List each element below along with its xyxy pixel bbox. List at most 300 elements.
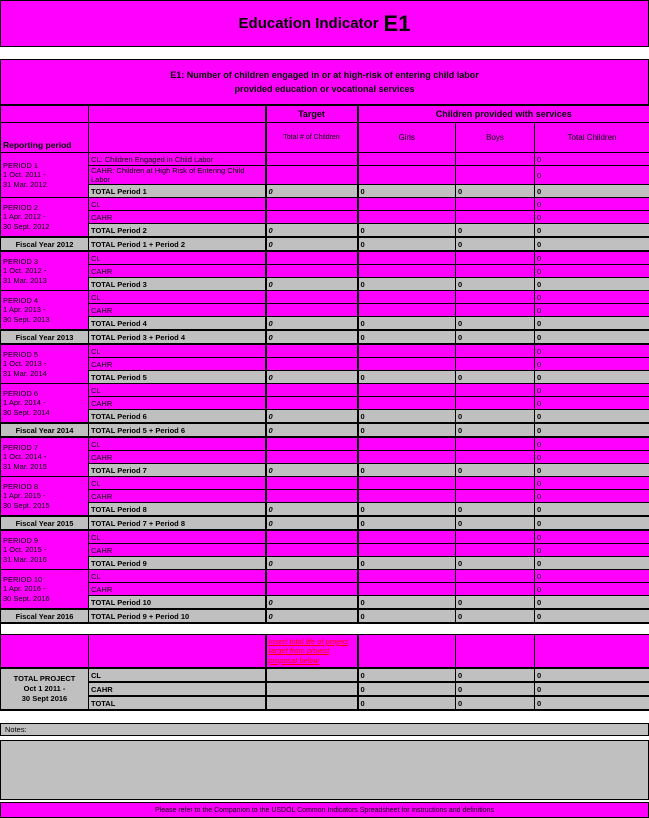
period-cl-row (1, 530, 649, 544)
period-date-from: 1 Oct. 2012 - (3, 266, 86, 275)
cl-value-cell[interactable]: 0 (535, 477, 649, 490)
fiscal-year-row (1, 516, 649, 530)
cl-row-label: CL (89, 251, 266, 265)
period-date-to: 31 Mar. 2014 (3, 369, 86, 378)
period-total-value-cell[interactable]: 0 (266, 371, 358, 384)
period-cahr-row (1, 304, 649, 317)
girls-column-header: Girls (358, 123, 456, 153)
period-total-value-cell[interactable]: 0 (535, 596, 649, 610)
cahr-row-label: CAHR (89, 265, 266, 278)
cahr-value-cell[interactable] (266, 304, 358, 317)
fiscal-year-row (1, 609, 649, 623)
cl-value-cell[interactable]: 0 (535, 344, 649, 358)
reporting-period-header: Reporting period (1, 123, 89, 153)
fiscal-value-cell[interactable]: 0 (535, 609, 649, 623)
cahr-value-cell[interactable]: 0 (535, 304, 649, 317)
cahr-value-cell[interactable] (456, 544, 535, 557)
cl-value-cell[interactable] (266, 477, 358, 490)
cl-value-cell[interactable] (456, 344, 535, 358)
total-project-value-cell[interactable]: 0 (535, 696, 649, 710)
cl-value-cell[interactable] (456, 530, 535, 544)
period-total-label: TOTAL Period 6 (89, 410, 266, 424)
cahr-value-cell[interactable]: 0 (535, 397, 649, 410)
cahr-value-cell[interactable] (358, 166, 456, 185)
period-label-cell (1, 437, 89, 477)
fiscal-year-row (1, 330, 649, 344)
page-title: Education Indicator (239, 15, 379, 32)
notes-area[interactable] (0, 740, 649, 800)
total-project-row-label: CL (89, 668, 266, 682)
cahr-value-cell[interactable]: 0 (535, 451, 649, 464)
total-project-value-cell[interactable]: 0 (358, 696, 456, 710)
total-project-row-label: TOTAL (89, 696, 266, 710)
total-project-row (1, 682, 649, 696)
cl-value-cell[interactable] (266, 153, 358, 166)
column-header-row (1, 123, 649, 153)
period-total-value-cell[interactable]: 0 (535, 503, 649, 517)
period-total-value-cell[interactable]: 0 (535, 557, 649, 570)
fiscal-value-cell[interactable]: 0 (266, 423, 358, 437)
target-group-header: Target (266, 106, 358, 123)
period-total-value-cell[interactable]: 0 (535, 371, 649, 384)
total-children-column-header: Total Children (535, 123, 649, 153)
blank-cell (89, 635, 266, 669)
notes-label-row (0, 723, 649, 736)
period-total-value-cell[interactable]: 0 (266, 464, 358, 477)
indicator-table (0, 105, 649, 711)
cahr-row-label: CAHR (89, 304, 266, 317)
period-date-from: 1 Apr. 2015 - (3, 491, 86, 500)
cahr-value-cell[interactable]: 0 (535, 166, 649, 185)
cl-value-cell[interactable] (266, 291, 358, 304)
fiscal-value-cell[interactable]: 0 (266, 237, 358, 251)
period-total-value-cell[interactable]: 0 (358, 503, 456, 517)
period-cl-row (1, 291, 649, 304)
cl-row-label: CL: Children Engaged in Child Labor (89, 153, 266, 166)
fiscal-value-cell[interactable]: 0 (266, 330, 358, 344)
period-cl-row (1, 477, 649, 490)
period-total-value-cell[interactable]: 0 (535, 224, 649, 238)
total-project-row (1, 696, 649, 710)
cl-value-cell[interactable] (266, 251, 358, 265)
period-total-row (1, 185, 649, 198)
cahr-row-label: CAHR (89, 397, 266, 410)
blank-cell (89, 106, 266, 123)
boys-column-header: Boys (456, 123, 535, 153)
period-total-value-cell[interactable]: 0 (456, 317, 535, 331)
total-project-value-cell[interactable] (266, 668, 358, 682)
total-project-value-cell[interactable]: 0 (358, 668, 456, 682)
spacer (0, 47, 649, 59)
period-cl-row (1, 437, 649, 451)
cahr-value-cell[interactable] (456, 490, 535, 503)
period-label-cell (1, 198, 89, 238)
cahr-row-label: CAHR: Children at High Risk of Entering Child Labor (89, 166, 266, 185)
fiscal-year-row (1, 237, 649, 251)
fiscal-year-label: Fiscal Year 2012 (1, 237, 89, 251)
total-project-label-cell (1, 668, 89, 710)
cl-value-cell[interactable]: 0 (535, 437, 649, 451)
total-project-value-cell[interactable]: 0 (535, 668, 649, 682)
cl-value-cell[interactable] (358, 198, 456, 211)
total-project-row-label: CAHR (89, 682, 266, 696)
total-project-value-cell[interactable]: 0 (456, 696, 535, 710)
cahr-value-cell[interactable]: 0 (535, 358, 649, 371)
period-label-cell (1, 153, 89, 198)
cl-value-cell[interactable] (358, 344, 456, 358)
period-total-value-cell[interactable]: 0 (266, 557, 358, 570)
cl-value-cell[interactable] (456, 251, 535, 265)
cahr-value-cell[interactable]: 0 (535, 490, 649, 503)
cl-row-label: CL (89, 344, 266, 358)
cl-value-cell[interactable]: 0 (535, 570, 649, 583)
fiscal-value-cell[interactable]: 0 (358, 516, 456, 530)
period-label-cell (1, 291, 89, 331)
cl-row-label: CL (89, 291, 266, 304)
cahr-row-label: CAHR (89, 451, 266, 464)
spacer-cell (1, 623, 649, 635)
cahr-row-label: CAHR (89, 583, 266, 596)
period-total-row (1, 278, 649, 291)
period-cahr-row (1, 397, 649, 410)
fiscal-value-cell[interactable]: 0 (456, 516, 535, 530)
cl-value-cell[interactable] (358, 153, 456, 166)
cahr-value-cell[interactable] (456, 265, 535, 278)
period-total-value-cell[interactable]: 0 (456, 224, 535, 238)
period-total-value-cell[interactable]: 0 (456, 410, 535, 424)
period-total-row (1, 371, 649, 384)
services-group-header: Children provided with services (358, 106, 649, 123)
period-total-row (1, 464, 649, 477)
cahr-value-cell[interactable] (456, 451, 535, 464)
fiscal-value-cell[interactable]: 0 (535, 330, 649, 344)
cl-value-cell[interactable] (266, 344, 358, 358)
fiscal-value-cell[interactable]: 0 (535, 423, 649, 437)
cahr-value-cell[interactable] (266, 166, 358, 185)
period-date-to: 31 Mar. 2013 (3, 276, 86, 285)
fiscal-value-cell[interactable]: 0 (358, 609, 456, 623)
cahr-value-cell[interactable]: 0 (535, 265, 649, 278)
period-total-value-cell[interactable]: 0 (358, 596, 456, 610)
fiscal-year-label: Fiscal Year 2014 (1, 423, 89, 437)
period-date-from: 1 Apr. 2013 - (3, 305, 86, 314)
fiscal-year-label: Fiscal Year 2016 (1, 609, 89, 623)
cahr-row-label: CAHR (89, 544, 266, 557)
fiscal-value-cell[interactable]: 0 (535, 516, 649, 530)
group-header-row (1, 106, 649, 123)
period-total-value-cell[interactable]: 0 (266, 224, 358, 238)
period-total-value-cell[interactable]: 0 (456, 371, 535, 384)
period-name: PERIOD 6 (3, 389, 86, 398)
blank-cell (535, 635, 649, 669)
period-cahr-row (1, 358, 649, 371)
period-label-cell (1, 251, 89, 291)
cl-value-cell[interactable] (358, 530, 456, 544)
period-name: PERIOD 5 (3, 350, 86, 359)
period-total-row (1, 224, 649, 238)
period-total-row (1, 410, 649, 424)
fiscal-total-label: TOTAL Period 7 + Period 8 (89, 516, 266, 530)
notes-label: Notes: (5, 725, 27, 734)
period-date-from: 1 Apr. 2012 - (3, 212, 86, 221)
cahr-value-cell[interactable] (456, 166, 535, 185)
period-cl-row (1, 153, 649, 166)
period-total-value-cell[interactable]: 0 (266, 185, 358, 198)
fiscal-value-cell[interactable]: 0 (535, 237, 649, 251)
period-date-to: 31 Mar. 2012 (3, 180, 86, 189)
cl-value-cell[interactable] (266, 570, 358, 583)
target-column-header: Total # of Children (266, 123, 358, 153)
period-cahr-row (1, 211, 649, 224)
cl-value-cell[interactable] (456, 291, 535, 304)
period-cahr-row (1, 451, 649, 464)
cl-value-cell[interactable] (456, 477, 535, 490)
cahr-row-label: CAHR (89, 211, 266, 224)
cl-value-cell[interactable] (456, 384, 535, 397)
cl-value-cell[interactable] (456, 198, 535, 211)
period-cl-row (1, 198, 649, 211)
cahr-value-cell[interactable] (456, 211, 535, 224)
cl-value-cell[interactable] (358, 251, 456, 265)
period-total-value-cell[interactable]: 0 (358, 371, 456, 384)
period-total-value-cell[interactable]: 0 (358, 224, 456, 238)
cl-value-cell[interactable] (358, 477, 456, 490)
period-total-value-cell[interactable]: 0 (358, 317, 456, 331)
target-note-row (1, 635, 649, 669)
fiscal-total-label: TOTAL Period 3 + Period 4 (89, 330, 266, 344)
cl-value-cell[interactable]: 0 (535, 198, 649, 211)
cahr-value-cell[interactable] (266, 397, 358, 410)
period-date-from: 1 Oct. 2013 - (3, 359, 86, 368)
period-total-row (1, 317, 649, 331)
cl-value-cell[interactable]: 0 (535, 530, 649, 544)
subtitle-line-2: provided education or vocational services (234, 82, 414, 96)
period-cahr-row (1, 265, 649, 278)
period-name: PERIOD 1 (3, 161, 86, 170)
period-total-row (1, 557, 649, 570)
cahr-value-cell[interactable] (358, 358, 456, 371)
cahr-value-cell[interactable] (266, 265, 358, 278)
cahr-value-cell[interactable] (456, 583, 535, 596)
fiscal-year-row (1, 423, 649, 437)
period-total-value-cell[interactable]: 0 (266, 278, 358, 291)
period-cl-row (1, 384, 649, 397)
indicator-code: E1 (384, 11, 411, 37)
period-name: PERIOD 3 (3, 257, 86, 266)
cl-value-cell[interactable] (266, 198, 358, 211)
period-cahr-row (1, 166, 649, 185)
cl-row-label: CL (89, 437, 266, 451)
period-date-to: 30 Sept. 2016 (3, 594, 86, 603)
spacer (0, 711, 649, 723)
period-total-label: TOTAL Period 2 (89, 224, 266, 238)
cl-value-cell[interactable] (358, 384, 456, 397)
period-cahr-row (1, 583, 649, 596)
fiscal-total-label: TOTAL Period 9 + Period 10 (89, 609, 266, 623)
cahr-value-cell[interactable] (358, 397, 456, 410)
period-date-from: 1 Oct. 2011 - (3, 170, 86, 179)
fiscal-value-cell[interactable]: 0 (456, 330, 535, 344)
cahr-value-cell[interactable] (456, 304, 535, 317)
cahr-value-cell[interactable]: 0 (535, 211, 649, 224)
period-date-to: 30 Sept. 2015 (3, 501, 86, 510)
period-date-to: 31 Mar. 2016 (3, 555, 86, 564)
period-cahr-row (1, 490, 649, 503)
total-project-value-cell[interactable] (266, 696, 358, 710)
cl-value-cell[interactable]: 0 (535, 291, 649, 304)
fiscal-value-cell[interactable]: 0 (358, 423, 456, 437)
cahr-value-cell[interactable] (456, 358, 535, 371)
period-total-value-cell[interactable]: 0 (358, 464, 456, 477)
cl-value-cell[interactable] (358, 291, 456, 304)
period-total-row (1, 503, 649, 517)
period-total-value-cell[interactable]: 0 (456, 596, 535, 610)
cahr-value-cell[interactable] (358, 490, 456, 503)
period-date-from: 1 Apr. 2016 - (3, 584, 86, 593)
fiscal-value-cell[interactable]: 0 (266, 609, 358, 623)
period-date-to: 30 Sept. 2014 (3, 408, 86, 417)
period-date-from: 1 Apr. 2014 - (3, 398, 86, 407)
total-project-value-cell[interactable]: 0 (456, 682, 535, 696)
cl-value-cell[interactable] (266, 437, 358, 451)
cahr-value-cell[interactable] (358, 583, 456, 596)
cl-row-label: CL (89, 198, 266, 211)
blank-cell (456, 635, 535, 669)
period-total-label: TOTAL Period 9 (89, 557, 266, 570)
cahr-value-cell[interactable] (358, 304, 456, 317)
cl-value-cell[interactable] (266, 384, 358, 397)
subtitle-line-1: E1: Number of children engaged in or at high-risk of entering child labor (170, 68, 479, 82)
period-total-label: TOTAL Period 4 (89, 317, 266, 331)
total-project-value-cell[interactable]: 0 (535, 682, 649, 696)
cahr-value-cell[interactable] (358, 211, 456, 224)
cl-value-cell[interactable] (456, 570, 535, 583)
period-total-value-cell[interactable]: 0 (358, 557, 456, 570)
cl-value-cell[interactable]: 0 (535, 384, 649, 397)
total-project-date-to: 30 Sept 2016 (3, 694, 86, 704)
total-project-title: TOTAL PROJECT (3, 674, 86, 684)
period-total-value-cell[interactable]: 0 (456, 557, 535, 570)
fiscal-year-label: Fiscal Year 2013 (1, 330, 89, 344)
period-total-value-cell[interactable]: 0 (535, 278, 649, 291)
period-total-value-cell[interactable]: 0 (535, 464, 649, 477)
cl-value-cell[interactable] (358, 570, 456, 583)
spacer-row (1, 623, 649, 635)
period-date-from: 1 Oct. 2015 - (3, 545, 86, 554)
cahr-value-cell[interactable] (266, 358, 358, 371)
period-date-to: 30 Sept. 2012 (3, 222, 86, 231)
total-project-value-cell[interactable]: 0 (358, 682, 456, 696)
cl-value-cell[interactable] (358, 437, 456, 451)
period-total-value-cell[interactable]: 0 (456, 464, 535, 477)
period-cl-row (1, 344, 649, 358)
footer-note: Please refer to the Companion to the USDOL Common Indicators Spreadsheet for instructions and definitions (0, 802, 649, 818)
cl-value-cell[interactable]: 0 (535, 153, 649, 166)
period-label-cell (1, 570, 89, 610)
cahr-value-cell[interactable]: 0 (535, 583, 649, 596)
cahr-value-cell[interactable] (266, 583, 358, 596)
period-label-cell (1, 477, 89, 517)
cahr-value-cell[interactable] (358, 265, 456, 278)
fiscal-value-cell[interactable]: 0 (358, 237, 456, 251)
period-total-value-cell[interactable]: 0 (456, 503, 535, 517)
period-total-label: TOTAL Period 8 (89, 503, 266, 517)
period-name: PERIOD 4 (3, 296, 86, 305)
total-project-value-cell[interactable] (266, 682, 358, 696)
period-total-label: TOTAL Period 5 (89, 371, 266, 384)
fiscal-value-cell[interactable]: 0 (456, 609, 535, 623)
cl-row-label: CL (89, 477, 266, 490)
cahr-value-cell[interactable] (266, 451, 358, 464)
cahr-value-cell[interactable] (456, 397, 535, 410)
period-total-value-cell[interactable]: 0 (535, 185, 649, 198)
cl-value-cell[interactable]: 0 (535, 251, 649, 265)
fiscal-value-cell[interactable]: 0 (358, 330, 456, 344)
period-date-to: 30 Sept. 2013 (3, 315, 86, 324)
fiscal-total-label: TOTAL Period 5 + Period 6 (89, 423, 266, 437)
cahr-value-cell[interactable] (358, 451, 456, 464)
blank-cell (1, 106, 89, 123)
period-total-value-cell[interactable]: 0 (266, 596, 358, 610)
period-total-value-cell[interactable]: 0 (456, 185, 535, 198)
period-cl-row (1, 570, 649, 583)
period-name: PERIOD 2 (3, 203, 86, 212)
cahr-value-cell[interactable] (266, 490, 358, 503)
cahr-row-label: CAHR (89, 490, 266, 503)
blank-cell (89, 123, 266, 153)
period-total-value-cell[interactable]: 0 (535, 317, 649, 331)
fiscal-value-cell[interactable]: 0 (456, 237, 535, 251)
cl-value-cell[interactable] (456, 437, 535, 451)
fiscal-value-cell[interactable]: 0 (456, 423, 535, 437)
cl-row-label: CL (89, 530, 266, 544)
period-total-value-cell[interactable]: 0 (266, 503, 358, 517)
subtitle (0, 59, 649, 105)
period-total-value-cell[interactable]: 0 (266, 317, 358, 331)
period-total-value-cell[interactable]: 0 (358, 410, 456, 424)
period-name: PERIOD 7 (3, 443, 86, 452)
period-total-value-cell[interactable]: 0 (266, 410, 358, 424)
cahr-value-cell[interactable] (358, 544, 456, 557)
fiscal-total-label: TOTAL Period 1 + Period 2 (89, 237, 266, 251)
period-label-cell (1, 344, 89, 384)
period-name: PERIOD 10 (3, 575, 86, 584)
period-total-label: TOTAL Period 7 (89, 464, 266, 477)
period-total-row (1, 596, 649, 610)
period-total-value-cell[interactable]: 0 (535, 410, 649, 424)
fiscal-value-cell[interactable]: 0 (266, 516, 358, 530)
total-project-value-cell[interactable]: 0 (456, 668, 535, 682)
cahr-value-cell[interactable]: 0 (535, 544, 649, 557)
period-total-label: TOTAL Period 3 (89, 278, 266, 291)
period-total-value-cell[interactable]: 0 (456, 278, 535, 291)
cahr-value-cell[interactable] (266, 544, 358, 557)
period-name: PERIOD 8 (3, 482, 86, 491)
period-total-value-cell[interactable]: 0 (358, 278, 456, 291)
cl-value-cell[interactable] (456, 153, 535, 166)
total-project-row (1, 668, 649, 682)
period-label-cell (1, 384, 89, 424)
period-total-value-cell[interactable]: 0 (358, 185, 456, 198)
period-cahr-row (1, 544, 649, 557)
cl-value-cell[interactable] (266, 530, 358, 544)
period-date-to: 31 Mar. 2015 (3, 462, 86, 471)
period-name: PERIOD 9 (3, 536, 86, 545)
title-bar (0, 0, 649, 47)
period-total-label: TOTAL Period 1 (89, 185, 266, 198)
total-project-date-from: Oct 1 2011 - (3, 684, 86, 694)
cahr-value-cell[interactable] (266, 211, 358, 224)
